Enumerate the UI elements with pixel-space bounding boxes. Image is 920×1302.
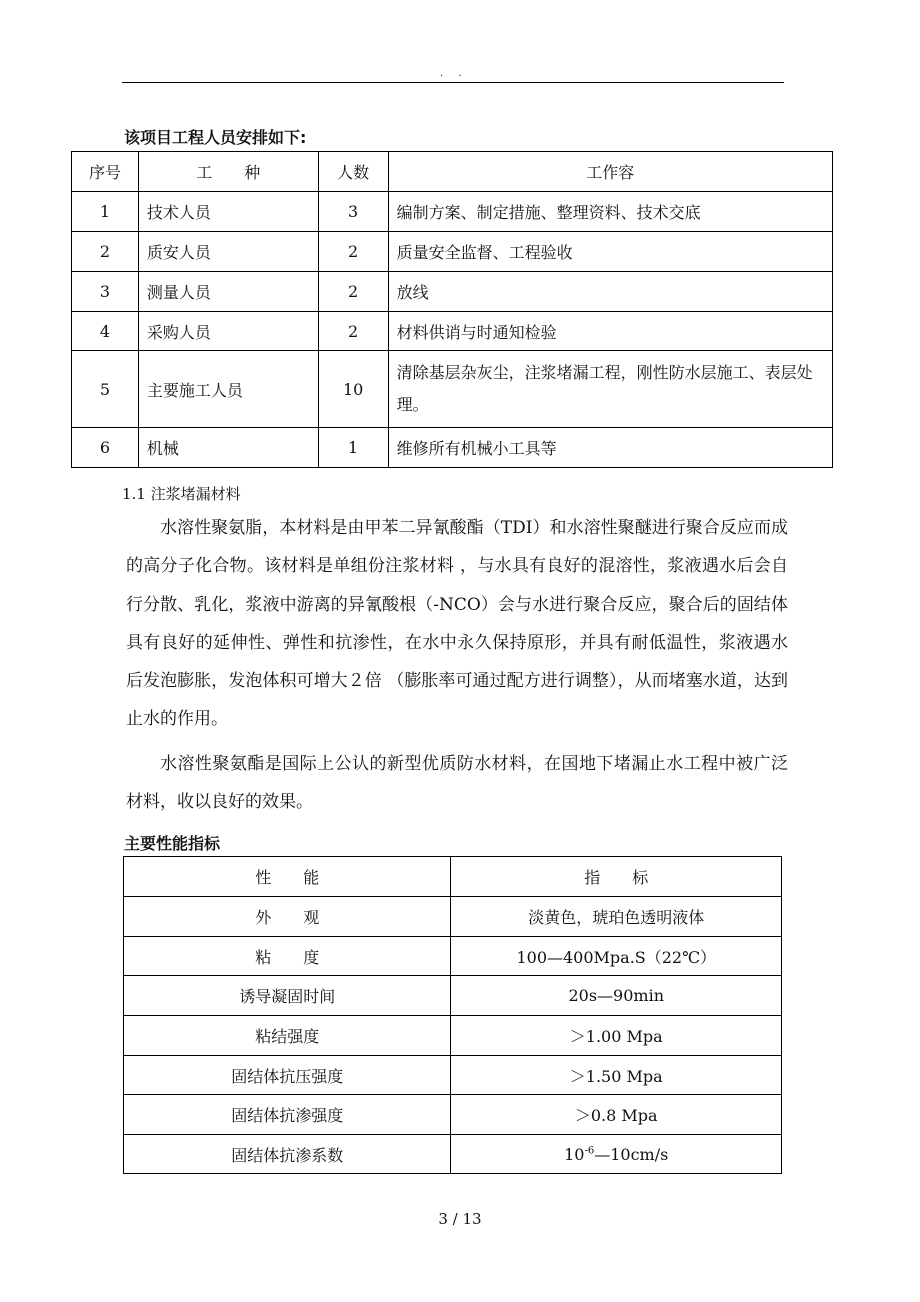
table-cell: 质量安全监督、工程验收: [388, 232, 832, 272]
paragraph-1: 水溶性聚氨脂，本材料是由甲苯二异氰酸酯（TDI）和水溶性聚醚进行聚合反应而成的高分子化合物。该材料是单组份注浆材料 ，与水具有良好的混溶性，浆液遇水后会自行分散、乳化，浆液中游离的异氰酸根（-NCO）会与水进行聚合反应，聚合后的固结体具有良好的延伸性、弹性和抗渗性，在水中永久保持原形，并具有耐低温性，浆液遇水后发泡膨胀，发泡体积可增大２倍 （膨胀率可通过配方进行调整），从而堵塞水道，达到止水的作用。: [126, 518, 788, 730]
table-cell: 10: [318, 351, 388, 428]
table-cell: 固结体抗渗强度: [124, 1095, 451, 1135]
table-cell: 采购人员: [138, 312, 318, 351]
table-row: [72, 351, 833, 428]
table-cell: 1: [318, 428, 388, 468]
exp-base: 10: [564, 1144, 585, 1164]
props-table: [123, 856, 782, 1174]
table-cell: ＞0.8 Mpa: [451, 1095, 782, 1135]
exp-power: -6: [584, 1145, 595, 1157]
table-cell: 4: [72, 312, 139, 351]
props-header-cell: 指 标: [451, 857, 782, 897]
staff-header-cell: 工作容: [388, 152, 832, 192]
table-cell: 材料供诮与时通知检验: [388, 312, 832, 351]
table-cell: 固结体抗渗系数: [124, 1135, 451, 1174]
table-cell: 编制方案、制定措施、整理资料、技术交底: [388, 192, 832, 232]
header-dots: . .: [440, 68, 468, 79]
section-title: 1.1 注浆堵漏材料: [122, 485, 241, 503]
table-cell: 粘 度: [124, 937, 451, 976]
table-row: [124, 1056, 782, 1095]
staff-heading: 该项目工程人员安排如下:: [124, 128, 307, 147]
paragraph-2: 水溶性聚氨酯是国际上公认的新型优质防水材料，在国地下堵漏止水工程中被广泛材料，收以良好的效果。: [126, 753, 788, 813]
table-cell: 机械: [138, 428, 318, 468]
exp-tail: —10cm/s: [594, 1144, 669, 1164]
props-header-cell: 性 能: [124, 857, 451, 897]
table-cell: 放线: [388, 272, 832, 312]
table-cell: 测量人员: [138, 272, 318, 312]
table-cell: 2: [318, 312, 388, 351]
table-cell: 5: [72, 351, 139, 428]
staff-header-cell: 序号: [72, 152, 139, 192]
table-cell-exponent: [451, 1135, 782, 1174]
table-cell: 淡黄色，琥珀色透明液体: [451, 897, 782, 937]
table-row: [124, 976, 782, 1016]
props-header-row: [124, 857, 782, 897]
props-heading: 主要性能指标: [124, 834, 221, 853]
table-row: [124, 1095, 782, 1135]
table-cell: 粘结强度: [124, 1016, 451, 1056]
table-cell: 20s—90min: [451, 976, 782, 1016]
table-cell: 3: [318, 192, 388, 232]
table-cell: ＞1.00 Mpa: [451, 1016, 782, 1056]
page-number: 3 / 13: [438, 1210, 482, 1228]
table-row: [72, 312, 833, 351]
table-row: [124, 1135, 782, 1174]
table-cell: 1: [72, 192, 139, 232]
table-cell: 外 观: [124, 897, 451, 937]
body-paragraphs: [126, 509, 788, 821]
table-cell: 2: [72, 232, 139, 272]
table-row: [72, 428, 833, 468]
table-cell: 2: [318, 232, 388, 272]
table-cell: 质安人员: [138, 232, 318, 272]
table-cell: 2: [318, 272, 388, 312]
staff-header-cell: 人数: [318, 152, 388, 192]
header-rule: [122, 82, 784, 83]
table-cell: ＞1.50 Mpa: [451, 1056, 782, 1095]
table-cell: 维修所有机械小工具等: [388, 428, 832, 468]
staff-header-cell: 工 种: [138, 152, 318, 192]
table-cell: 固结体抗压强度: [124, 1056, 451, 1095]
table-row: [124, 937, 782, 976]
table-cell: 清除基层杂灰尘，注浆堵漏工程，刚性防水层施工、表层处理。: [388, 351, 832, 428]
table-cell: 100—400Mpa.S（22℃）: [451, 937, 782, 976]
table-cell: 6: [72, 428, 139, 468]
table-row: [124, 1016, 782, 1056]
table-row: [124, 897, 782, 937]
table-row: [72, 272, 833, 312]
table-row: [72, 232, 833, 272]
table-cell: 技术人员: [138, 192, 318, 232]
staff-table: [71, 151, 833, 468]
table-row: [72, 192, 833, 232]
table-cell: 主要施工人员: [138, 351, 318, 428]
staff-header-row: [72, 152, 833, 192]
table-cell: 3: [72, 272, 139, 312]
table-cell: 诱导凝固时间: [124, 976, 451, 1016]
